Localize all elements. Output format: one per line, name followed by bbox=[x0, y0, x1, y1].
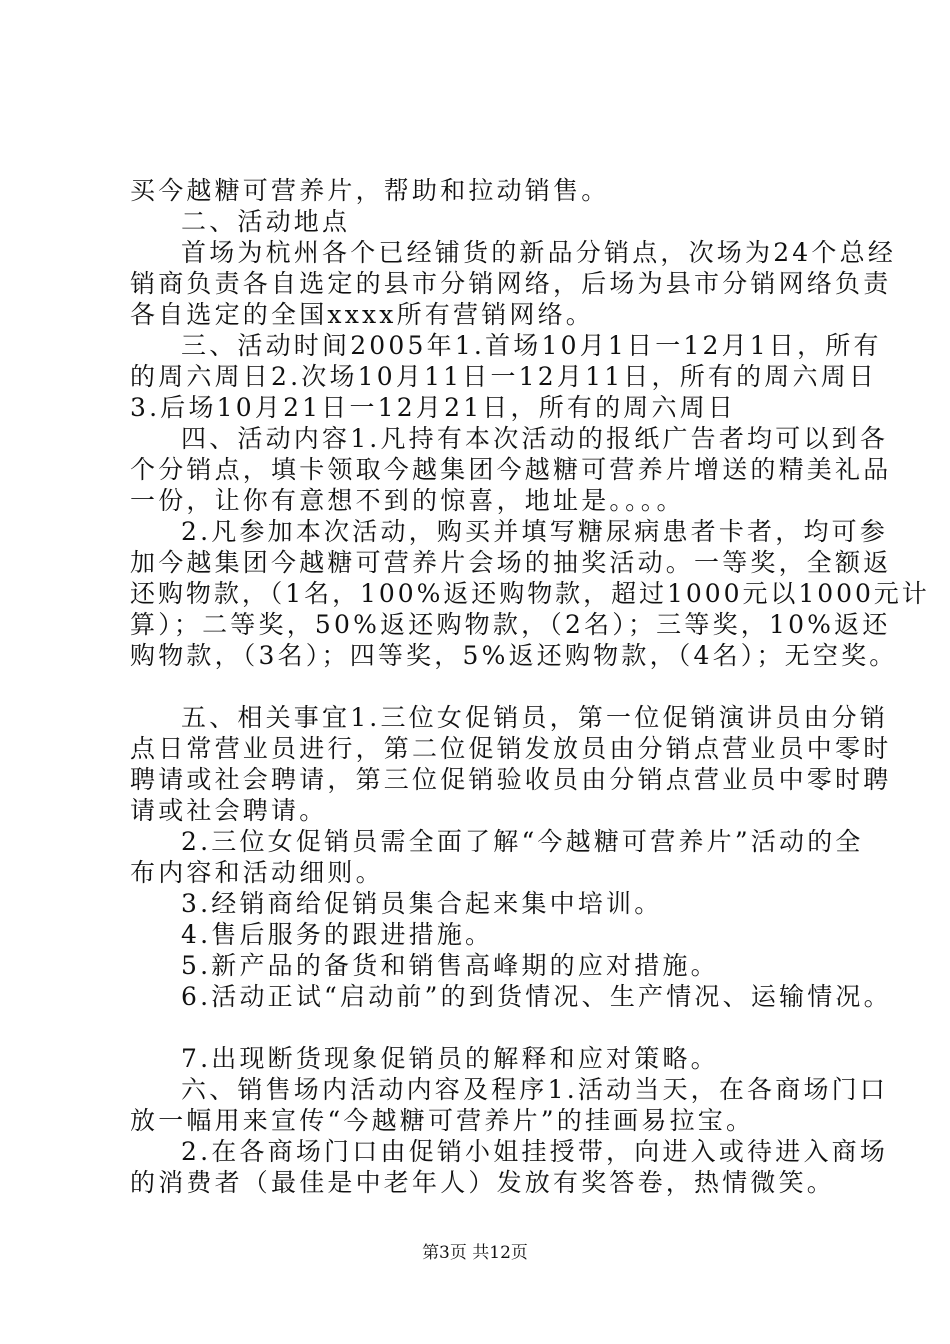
text-line: 加今越集团今越糖可营养片会场的抽奖活动。一等奖，全额返 bbox=[130, 548, 892, 577]
text-line: 的消费者（最佳是中老年人）发放有奖答卷，热情微笑。 bbox=[130, 1168, 836, 1197]
list-item: 3.经销商给促销员集合起来集中培训。 bbox=[181, 889, 663, 918]
text-line: 聘请或社会聘请，第三位促销验收员由分销点营业员中零时聘 bbox=[130, 765, 892, 794]
text-line: 2.在各商场门口由促销小姐挂授带，向进入或待进入商场 bbox=[181, 1137, 889, 1166]
text-line: 各自选定的全国xxxx所有营销网络。 bbox=[130, 300, 594, 329]
text-line: 五、相关事宜1.三位女促销员，第一位促销演讲员由分销 bbox=[181, 703, 889, 732]
text-line: 买今越糖可营养片，帮助和拉动销售。 bbox=[130, 176, 610, 205]
text-line: 放一幅用来宣传“今越糖可营养片”的挂画易拉宝。 bbox=[130, 1106, 755, 1135]
text-line: 3.后场10月21日一12月21日，所有的周六周日 bbox=[130, 393, 737, 422]
text-line: 四、活动内容1.凡持有本次活动的报纸广告者均可以到各 bbox=[181, 424, 889, 453]
section-heading: 二、活动地点 bbox=[181, 207, 351, 236]
text-line: 首场为杭州各个已经铺货的新品分销点，次场为24个总经 bbox=[181, 238, 897, 267]
text-line: 请或社会聘请。 bbox=[130, 796, 328, 825]
list-item: 5.新产品的备货和销售高峰期的应对措施。 bbox=[181, 951, 719, 980]
text-line: 购物款，（3名）；四等奖，5%返还购物款，（4名）；无空奖。 bbox=[130, 641, 898, 670]
list-item: 6.活动正试“启动前”的到货情况、生产情况、运输情况。 bbox=[181, 982, 892, 1011]
text-line: 六、销售场内活动内容及程序1.活动当天，在各商场门口 bbox=[181, 1075, 889, 1104]
text-line: 还购物款，（1名，100%返还购物款，超过1000元以1000元计 bbox=[130, 579, 930, 608]
text-line: 个分销点，填卡领取今越集团今越糖可营养片增送的精美礼品 bbox=[130, 455, 892, 484]
text-line: 点日常营业员进行，第二位促销发放员由分销点营业员中零时 bbox=[130, 734, 892, 763]
text-line: 2.三位女促销员需全面了解“今越糖可营养片”活动的全 bbox=[181, 827, 864, 856]
text-line: 2.凡参加本次活动，购买并填写糖尿病患者卡者，均可参 bbox=[181, 517, 889, 546]
page-footer: 第3页 共12页 bbox=[422, 1243, 528, 1263]
list-item: 7.出现断货现象促销员的解释和应对策略。 bbox=[181, 1044, 719, 1073]
text-line: 一份，让你有意想不到的惊喜，地址是。。。。 bbox=[130, 486, 685, 515]
text-line: 销商负责各自选定的县市分销网络，后场为县市分销网络负责 bbox=[130, 269, 892, 298]
text-line: 算）；二等奖，50%返还购物款，（2名）；三等奖，10%返还 bbox=[130, 610, 891, 639]
text-line: 的周六周日2.次场10月11日一12月11日，所有的周六周日 bbox=[130, 362, 878, 391]
list-item: 4.售后服务的跟进措施。 bbox=[181, 920, 494, 949]
text-line: 三、活动时间2005年1.首场10月1日一12月1日，所有 bbox=[181, 331, 882, 360]
text-line: 布内容和活动细则。 bbox=[130, 858, 384, 887]
